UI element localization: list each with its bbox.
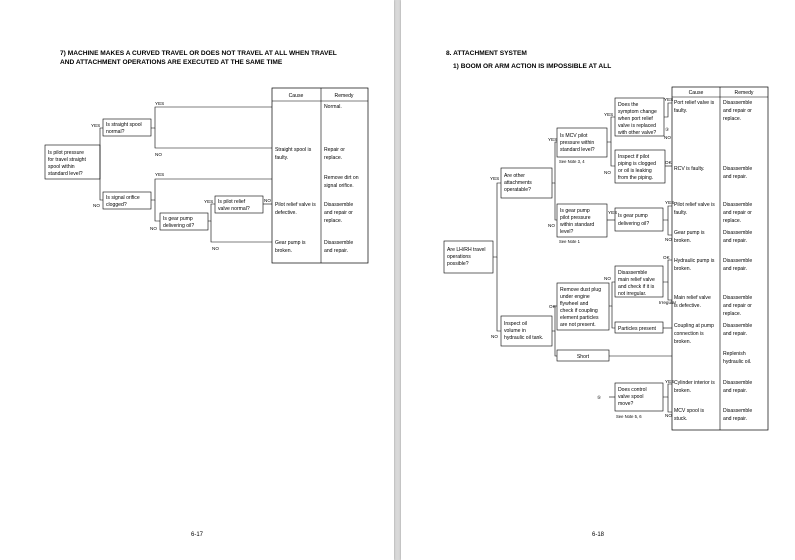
remedy-normal: Normal. bbox=[324, 104, 342, 110]
svg-text:Is pilot relief: Is pilot relief bbox=[218, 199, 246, 205]
q-oil-volume bbox=[501, 316, 552, 346]
svg-text:YES: YES bbox=[155, 172, 165, 177]
svg-text:RCV is faulty.: RCV is faulty. bbox=[674, 166, 705, 172]
left-flowchart bbox=[0, 0, 394, 560]
right-col-cause: Cause bbox=[688, 90, 704, 96]
right-page bbox=[401, 0, 795, 560]
svg-text:normal?: normal? bbox=[106, 129, 125, 135]
svg-text:hydraulic oil tank.: hydraulic oil tank. bbox=[504, 335, 544, 341]
short-box bbox=[557, 350, 609, 361]
svg-text:NO: NO bbox=[93, 203, 100, 208]
svg-text:replace.: replace. bbox=[723, 311, 742, 317]
svg-text:Does the: Does the bbox=[618, 102, 639, 108]
svg-text:NO: NO bbox=[548, 223, 555, 228]
svg-text:operations: operations bbox=[447, 254, 471, 260]
cause-gear-1: Gear pump is bbox=[275, 240, 306, 246]
svg-text:Is gear pump: Is gear pump bbox=[560, 208, 590, 214]
svg-text:symptom change: symptom change bbox=[618, 109, 657, 115]
svg-text:Disassemble: Disassemble bbox=[723, 100, 753, 106]
svg-text:pressure within: pressure within bbox=[560, 140, 595, 146]
svg-text:for travel straight: for travel straight bbox=[48, 157, 86, 163]
cause-straight-spool-1: Straight spool is bbox=[275, 147, 312, 153]
q-lh-rh-travel bbox=[444, 241, 493, 273]
svg-text:or oil is leaking: or oil is leaking bbox=[618, 168, 652, 174]
svg-text:YES: YES bbox=[665, 379, 675, 384]
q-pilot-pressure bbox=[45, 145, 100, 179]
svg-text:check if coupling: check if coupling bbox=[560, 308, 598, 314]
left-cause-remedy-table bbox=[272, 88, 368, 263]
svg-text:pilot pressure: pilot pressure bbox=[560, 215, 591, 221]
left-heading-line1: 7) MACHINE MAKES A CURVED TRAVEL OR DOES NOT TRAVEL AT ALL WHEN TRAVEL bbox=[60, 50, 337, 57]
svg-text:when port relief: when port relief bbox=[618, 116, 653, 122]
svg-text:spool within: spool within bbox=[48, 164, 75, 170]
svg-text:Disassemble: Disassemble bbox=[723, 166, 753, 172]
svg-text:broken.: broken. bbox=[674, 388, 691, 394]
svg-text:OK: OK bbox=[665, 160, 672, 165]
svg-text:valve is replaced: valve is replaced bbox=[618, 123, 656, 129]
svg-text:YES: YES bbox=[664, 97, 674, 102]
svg-text:Disassemble: Disassemble bbox=[723, 202, 753, 208]
right-heading-line1: 8. ATTACHMENT SYSTEM bbox=[446, 50, 527, 57]
svg-text:and repair.: and repair. bbox=[723, 331, 748, 337]
svg-text:NO: NO bbox=[604, 276, 611, 281]
svg-text:Short: Short bbox=[576, 354, 590, 360]
svg-text:YES: YES bbox=[91, 123, 101, 128]
cause-pilot-relief-2: defective. bbox=[275, 210, 297, 216]
svg-text:attachments: attachments bbox=[504, 180, 532, 186]
svg-text:Pilot relief valve is: Pilot relief valve is bbox=[674, 202, 715, 208]
svg-text:broken.: broken. bbox=[674, 238, 691, 244]
q-pilot-piping bbox=[615, 150, 665, 183]
svg-text:MCV spool is: MCV spool is bbox=[674, 408, 705, 414]
q-symptom-change bbox=[615, 98, 664, 136]
note-mcv: See Note 3, 4 bbox=[559, 159, 585, 164]
svg-text:NO: NO bbox=[155, 152, 162, 157]
svg-text:hydraulic oil.: hydraulic oil. bbox=[723, 359, 752, 365]
svg-text:and repair.: and repair. bbox=[723, 266, 748, 272]
svg-text:Is gear pump: Is gear pump bbox=[163, 216, 193, 222]
svg-text:Disassemble: Disassemble bbox=[723, 408, 753, 414]
remedy-dar-3: replace. bbox=[324, 218, 343, 224]
remedy-dirt-1: Remove dirt on bbox=[324, 175, 359, 181]
svg-text:within standard: within standard bbox=[560, 222, 595, 228]
q-signal-orifice bbox=[103, 192, 151, 209]
svg-text:possible?: possible? bbox=[447, 261, 469, 267]
svg-text:NO: NO bbox=[604, 170, 611, 175]
svg-text:Gear pump is: Gear pump is bbox=[674, 230, 705, 236]
svg-text:clogged?: clogged? bbox=[106, 202, 127, 208]
cause-pilot-relief-1: Pilot relief valve is bbox=[275, 202, 316, 208]
svg-text:with other valve?: with other valve? bbox=[618, 130, 657, 136]
svg-text:Main relief valve: Main relief valve bbox=[674, 295, 711, 301]
q-straight-spool bbox=[103, 119, 151, 136]
svg-text:stuck.: stuck. bbox=[674, 416, 688, 422]
svg-text:Replenish: Replenish bbox=[723, 351, 746, 357]
svg-text:and repair.: and repair. bbox=[723, 174, 748, 180]
svg-text:Are LH/RH travel: Are LH/RH travel bbox=[447, 247, 486, 253]
svg-text:Inspect oil: Inspect oil bbox=[504, 321, 527, 327]
right-flowchart bbox=[401, 0, 795, 560]
q-control-spool bbox=[615, 383, 663, 419]
svg-text:standard level?: standard level? bbox=[560, 147, 595, 153]
svg-text:level?: level? bbox=[560, 229, 574, 235]
note-gear: See Note 1 bbox=[559, 239, 580, 244]
circle-5: ⑤ bbox=[597, 395, 602, 400]
svg-text:Irregular: Irregular bbox=[659, 300, 677, 305]
svg-text:Hydraulic pump is: Hydraulic pump is bbox=[674, 258, 715, 264]
q-other-attachments bbox=[501, 168, 552, 198]
svg-text:broken.: broken. bbox=[674, 339, 691, 345]
svg-text:piping is clogged: piping is clogged bbox=[618, 161, 656, 167]
svg-text:Port relief valve is: Port relief valve is bbox=[674, 100, 715, 106]
svg-text:valve spool: valve spool bbox=[618, 394, 644, 400]
q-gear-pump-pilot bbox=[557, 204, 607, 244]
svg-text:delivering oil?: delivering oil? bbox=[618, 221, 650, 227]
cause-straight-spool-2: faulty. bbox=[275, 155, 289, 161]
svg-text:Disassemble: Disassemble bbox=[723, 230, 753, 236]
svg-text:NO: NO bbox=[264, 198, 271, 203]
svg-text:and check if it is: and check if it is bbox=[618, 284, 655, 290]
svg-text:NO: NO bbox=[212, 246, 219, 251]
svg-text:and repair.: and repair. bbox=[723, 416, 748, 422]
svg-text:Is pilot pressure: Is pilot pressure bbox=[48, 150, 84, 156]
note-control: See Note 5, 6 bbox=[616, 414, 642, 419]
svg-text:Are other: Are other bbox=[504, 173, 525, 179]
right-heading-line2: 1) BOOM OR ARM ACTION IS IMPOSSIBLE AT ALL bbox=[453, 63, 612, 70]
svg-text:YES: YES bbox=[548, 137, 558, 142]
right-page-number: 6-18 bbox=[591, 532, 605, 538]
svg-text:OK: OK bbox=[549, 304, 556, 309]
remedy-repair-2: replace. bbox=[324, 155, 343, 161]
svg-text:and repair or: and repair or bbox=[723, 303, 752, 309]
q-gear-pump bbox=[160, 213, 208, 230]
svg-text:Remove dust plug: Remove dust plug bbox=[560, 287, 602, 293]
svg-text:Disassemble: Disassemble bbox=[723, 295, 753, 301]
cause-gear-2: broken. bbox=[275, 248, 292, 254]
svg-text:YES: YES bbox=[665, 200, 675, 205]
svg-text:connection is: connection is bbox=[674, 331, 704, 337]
svg-text:and repair or: and repair or bbox=[723, 108, 752, 114]
svg-text:broken.: broken. bbox=[674, 266, 691, 272]
left-heading-line2: AND ATTACHMENT OPERATIONS ARE EXECUTED AT THE SAME TIME bbox=[60, 59, 283, 66]
svg-text:is defective.: is defective. bbox=[674, 303, 701, 309]
svg-text:Is straight spool: Is straight spool bbox=[106, 122, 142, 128]
svg-text:Disassemble: Disassemble bbox=[618, 270, 648, 276]
svg-text:delivering oil?: delivering oil? bbox=[163, 223, 195, 229]
svg-text:and repair or: and repair or bbox=[723, 210, 752, 216]
svg-text:NO: NO bbox=[491, 334, 498, 339]
svg-text:Cylinder interior is: Cylinder interior is bbox=[674, 380, 715, 386]
remedy-dar-1: Disassemble bbox=[324, 202, 354, 208]
svg-text:Disassemble: Disassemble bbox=[723, 323, 753, 329]
svg-text:flywheel and: flywheel and bbox=[560, 301, 589, 307]
svg-text:YES: YES bbox=[155, 101, 165, 106]
svg-text:Is MCV pilot: Is MCV pilot bbox=[560, 133, 588, 139]
svg-text:not irregular.: not irregular. bbox=[618, 291, 647, 297]
svg-text:from the piping.: from the piping. bbox=[618, 175, 654, 181]
remedy-dar-2: and repair or bbox=[324, 210, 353, 216]
svg-text:Inspect if pilot: Inspect if pilot bbox=[618, 154, 650, 160]
svg-text:replace.: replace. bbox=[723, 218, 742, 224]
left-col-cause: Cause bbox=[288, 93, 304, 99]
q-main-relief bbox=[615, 266, 663, 297]
remedy-da-1: Disassemble bbox=[324, 240, 354, 246]
svg-text:and repair.: and repair. bbox=[723, 388, 748, 394]
q-gear-pump-oil bbox=[615, 208, 663, 231]
q-dust-plug bbox=[557, 283, 609, 330]
svg-text:NO: NO bbox=[665, 237, 672, 242]
svg-text:Is signal orifice: Is signal orifice bbox=[106, 195, 140, 201]
left-page bbox=[0, 0, 394, 560]
svg-text:and repair.: and repair. bbox=[723, 238, 748, 244]
remedy-da-2: and repair. bbox=[324, 248, 349, 254]
q-mcv-pilot bbox=[557, 128, 607, 164]
svg-text:Coupling at pump: Coupling at pump bbox=[674, 323, 714, 329]
svg-text:NO: NO bbox=[664, 135, 671, 140]
svg-text:faulty.: faulty. bbox=[674, 210, 688, 216]
circle-3: ③ bbox=[665, 127, 670, 132]
svg-text:volume in: volume in bbox=[504, 328, 526, 334]
svg-text:move?: move? bbox=[618, 401, 634, 407]
svg-text:OK: OK bbox=[663, 255, 670, 260]
svg-text:replace.: replace. bbox=[723, 116, 742, 122]
svg-text:NO: NO bbox=[150, 226, 157, 231]
svg-text:NO: NO bbox=[665, 413, 672, 418]
svg-text:YES: YES bbox=[204, 199, 214, 204]
left-page-number: 6-17 bbox=[190, 532, 204, 538]
svg-text:element particles: element particles bbox=[560, 315, 599, 321]
remedy-repair-1: Repair or bbox=[324, 147, 345, 153]
remedy-dirt-2: signal orifice. bbox=[324, 183, 354, 189]
right-col-remedy: Remedy bbox=[734, 90, 754, 96]
svg-text:operatable?: operatable? bbox=[504, 187, 531, 193]
svg-text:standard level?: standard level? bbox=[48, 171, 83, 177]
right-cause-remedy-table bbox=[672, 87, 768, 430]
svg-text:main relief valve: main relief valve bbox=[618, 277, 655, 283]
svg-text:Does control: Does control bbox=[618, 387, 647, 393]
svg-text:valve normal?: valve normal? bbox=[218, 206, 250, 212]
svg-text:Disassemble: Disassemble bbox=[723, 380, 753, 386]
svg-text:faulty.: faulty. bbox=[674, 108, 688, 114]
svg-text:YES: YES bbox=[490, 176, 500, 181]
svg-text:Disassemble: Disassemble bbox=[723, 258, 753, 264]
svg-text:Particles present: Particles present bbox=[618, 326, 656, 332]
svg-text:are not present.: are not present. bbox=[560, 322, 596, 328]
svg-text:YES: YES bbox=[604, 112, 614, 117]
q-pilot-relief bbox=[215, 196, 263, 213]
particles-present-box bbox=[615, 322, 663, 333]
svg-text:Is gear pump: Is gear pump bbox=[618, 213, 648, 219]
left-col-remedy: Remedy bbox=[334, 93, 354, 99]
svg-text:under engine: under engine bbox=[560, 294, 590, 300]
svg-text:YES: YES bbox=[608, 210, 618, 215]
